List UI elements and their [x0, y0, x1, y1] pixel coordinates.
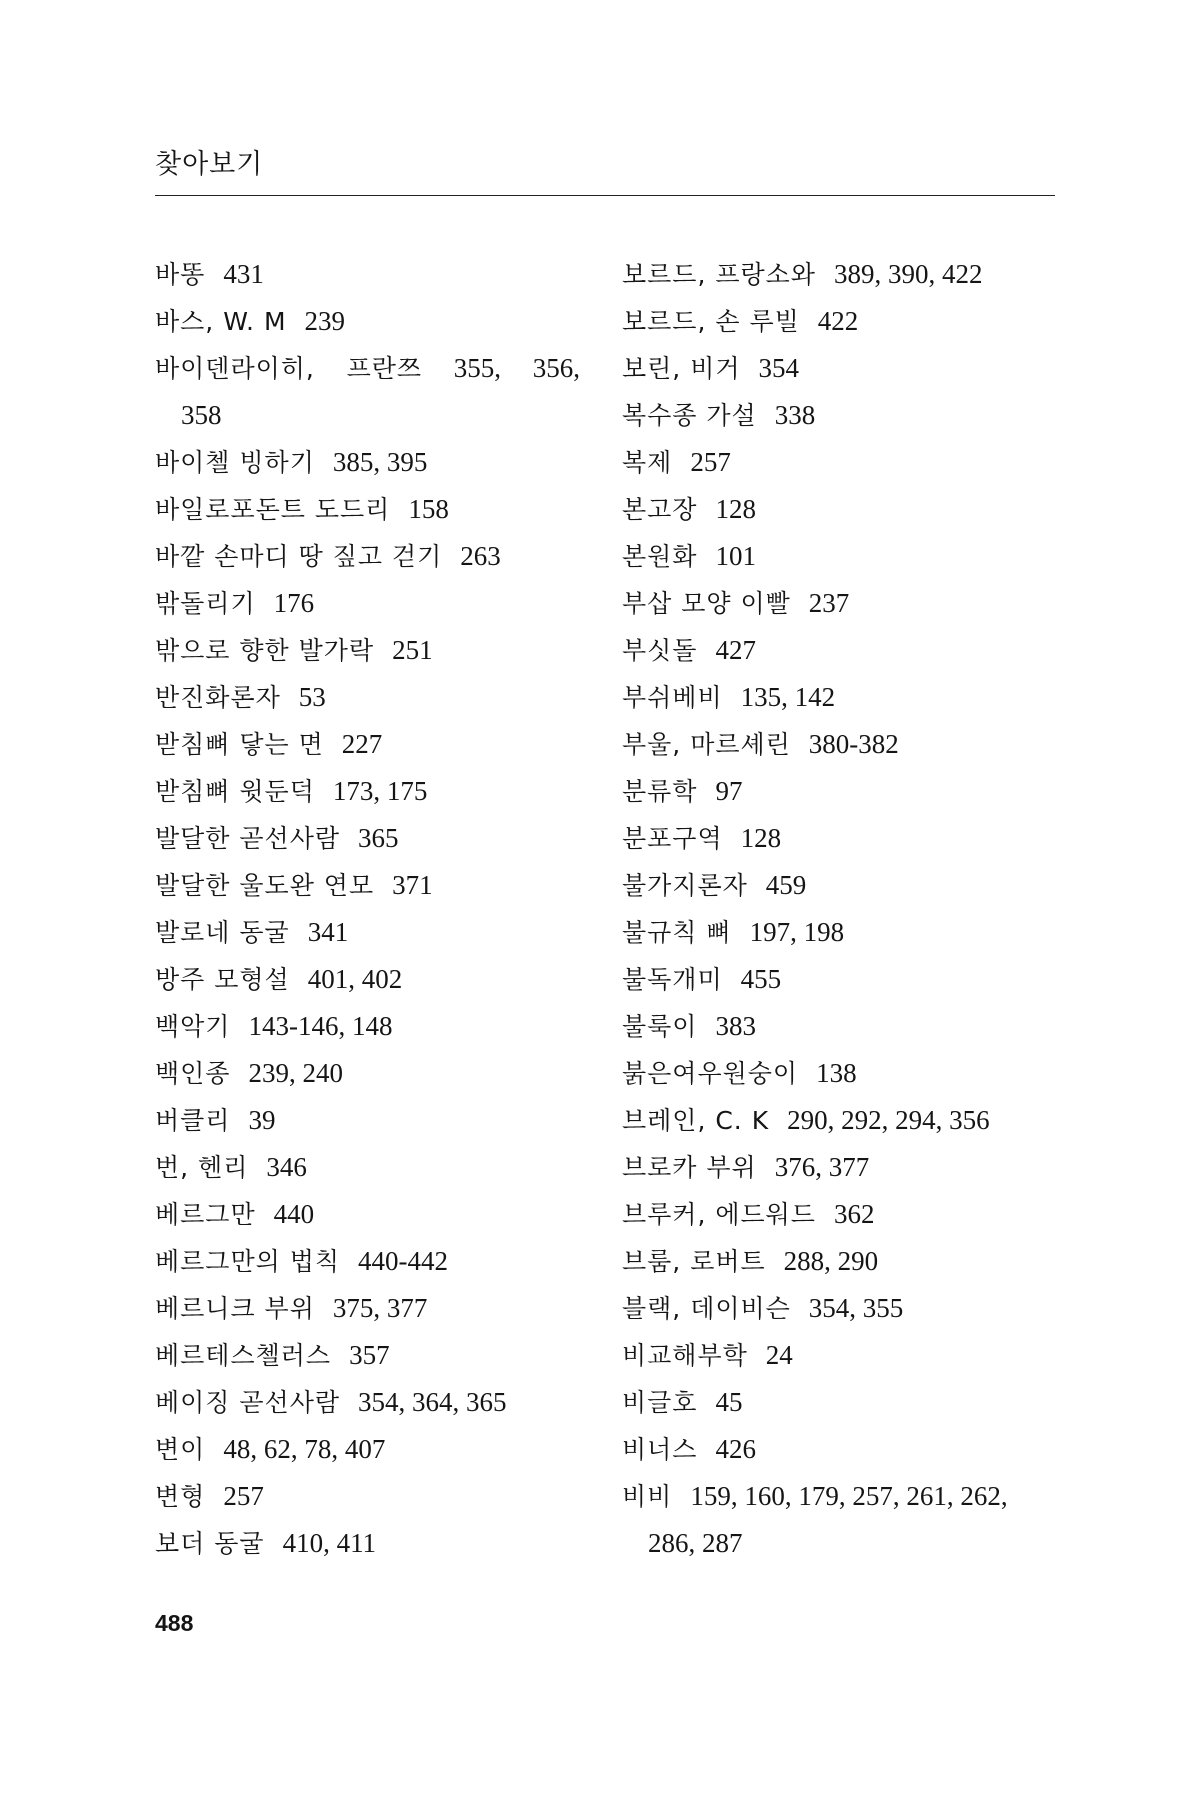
index-entry-pages: 357: [349, 1340, 390, 1370]
index-entry-pages: 158: [408, 494, 449, 524]
index-entry: [622, 721, 1062, 768]
index-entry: [155, 1003, 595, 1050]
header-rule: [155, 195, 1055, 196]
index-entry-pages: 257: [690, 447, 731, 477]
index-entry-term: 변형: [155, 1482, 206, 1511]
index-entry-term: 블랙, 데이비슨: [622, 1294, 791, 1323]
index-entry-pages: 39: [248, 1105, 276, 1135]
index-entry: [622, 1144, 1062, 1191]
index-entry-pages: 138: [816, 1058, 857, 1088]
index-entry-term: 반진화론자: [155, 683, 281, 712]
index-entry: [155, 251, 595, 298]
index-entry-pages: 376, 377: [774, 1152, 870, 1182]
index-entry-term: 불룩이: [622, 1012, 698, 1041]
index-entry-term: 밖돌리기: [155, 589, 256, 618]
index-entry-pages: 24: [765, 1340, 793, 1370]
index-entry-term: 분포구역: [622, 824, 723, 853]
index-entry-term: 부울, 마르셰린: [622, 730, 791, 759]
index-entry-term: 번, 헨리: [155, 1153, 249, 1182]
index-entry-pages: 410, 411: [282, 1528, 377, 1558]
index-entry: [155, 1050, 595, 1097]
index-entry-term: 브루커, 에드워드: [622, 1200, 816, 1229]
index-entry-term: 불규칙 뼈: [622, 918, 732, 947]
index-entry-pages: 101: [715, 541, 756, 571]
index-entry: [155, 721, 595, 768]
index-entry-term: 바깥 손마디 땅 짚고 걷기: [155, 542, 443, 571]
index-entry-pages: 440: [273, 1199, 315, 1229]
index-entry-term: 부싯돌: [622, 636, 698, 665]
index-entry-pages: 455: [740, 964, 782, 994]
index-entry-pages: 356,: [532, 353, 580, 383]
page-number: 488: [155, 1610, 194, 1636]
index-entry-term: 변이: [155, 1435, 206, 1464]
index-entry-pages: 135, 142: [740, 682, 836, 712]
index-entry: [622, 1426, 1062, 1473]
index-entry-pages: 355,: [453, 353, 501, 383]
index-entry-pages: 365: [358, 823, 399, 853]
index-entry: [155, 956, 595, 1003]
index-column-right: [622, 251, 1062, 1567]
index-entry-term: 불독개미: [622, 965, 723, 994]
index-entry-term: 보르드, 손 루빌: [622, 307, 800, 336]
index-entry: [155, 439, 595, 486]
index-entry-term: 보르드, 프랑소와: [622, 260, 816, 289]
index-entry: [155, 1473, 595, 1520]
index-entry-pages: 239: [304, 306, 346, 336]
index-entry: [622, 533, 1062, 580]
index-entry-term: 베르테스첼러스: [155, 1341, 332, 1370]
index-entry: [155, 1144, 595, 1191]
index-entry: [622, 815, 1062, 862]
index-entry: [622, 956, 1062, 1003]
index-entry: [155, 1285, 595, 1332]
index-entry: [622, 627, 1062, 674]
index-entry: [622, 580, 1062, 627]
index-entry-term: 백인종: [155, 1059, 231, 1088]
index-entry-pages: 354, 364, 365: [358, 1387, 507, 1417]
index-entry-pages: 426: [715, 1434, 756, 1464]
index-entry-pages: 257: [223, 1481, 264, 1511]
index-entry: [155, 1097, 595, 1144]
index-entry-pages: 197, 198: [749, 917, 845, 947]
index-entry: [155, 1426, 595, 1473]
index-entry-pages: 362: [833, 1199, 875, 1229]
index-entry-term: 바이덴라이히,: [155, 354, 315, 383]
index-entry: [155, 486, 595, 533]
index-entry-pages: 45: [715, 1387, 743, 1417]
index-entry-pages: 53: [298, 682, 326, 712]
index-entry-pages: 159, 160, 179, 257, 261, 262,: [690, 1481, 1008, 1511]
index-entry-pages: 176: [273, 588, 315, 618]
index-entry-term: 복수종 가설: [622, 401, 757, 430]
index-entry: [622, 909, 1062, 956]
index-entry: [622, 439, 1062, 486]
index-entry: [155, 674, 595, 721]
index-entry-term: 비비: [622, 1482, 673, 1511]
index-entry-pages: 389, 390, 422: [833, 259, 983, 289]
index-entry-term: 분류학: [622, 777, 698, 806]
index-entry-pages: 290, 292, 294, 356: [787, 1105, 990, 1135]
index-entry: [155, 627, 595, 674]
index-entry-term: 백악기: [155, 1012, 231, 1041]
index-entry-term: 부삽 모양 이빨: [622, 589, 791, 618]
index-entry-term: 받침뼈 닿는 면: [155, 730, 324, 759]
index-entry-pages: 239, 240: [248, 1058, 343, 1088]
index-entry: [622, 1097, 1062, 1144]
index-entry-term: 비너스: [622, 1435, 698, 1464]
index-entry: [155, 392, 595, 439]
index-entry-term: 발달한 곧선사람: [155, 824, 340, 853]
index-entry-pages: 380-382: [808, 729, 899, 759]
index-entry: [155, 298, 595, 345]
index-entry-term: 보더 동굴: [155, 1529, 265, 1558]
index-entry-term: 브룸, 로버트: [622, 1247, 766, 1276]
index-column-left: [155, 251, 595, 1567]
index-entry: [155, 815, 595, 862]
running-header-title: 찾아보기: [155, 149, 264, 180]
index-entry: [622, 862, 1062, 909]
index-entry-term: 본고장: [622, 495, 698, 524]
index-entry-term: 보린, 비거: [622, 354, 741, 383]
index-entry: [622, 486, 1062, 533]
index-entry: [622, 1191, 1062, 1238]
index-entry: [155, 1332, 595, 1379]
index-entry-term: 베이징 곧선사람: [155, 1388, 340, 1417]
index-entry-pages: 128: [715, 494, 756, 524]
index-entry: [622, 392, 1062, 439]
index-entry: [155, 1379, 595, 1426]
index-entry-term: 베르그만의 법칙: [155, 1247, 340, 1276]
index-entry-pages: 97: [715, 776, 743, 806]
index-entry: [622, 345, 1062, 392]
index-entry: [622, 1379, 1062, 1426]
index-entry-pages: 128: [740, 823, 782, 853]
index-entry: [155, 580, 595, 627]
index-entry-pages: 237: [808, 588, 850, 618]
index-entry-pages: 383: [715, 1011, 756, 1041]
index-entry-term: 부쉬베비: [622, 683, 723, 712]
index-entry: [155, 1191, 595, 1238]
index-entry-pages: 338: [774, 400, 816, 430]
index-entry: [622, 251, 1062, 298]
index-entry-term: 불가지론자: [622, 871, 748, 900]
index-entry-term: 베르니크 부위: [155, 1294, 315, 1323]
index-entry-pages: 422: [817, 306, 859, 336]
index-entry-pages: 427: [715, 635, 756, 665]
index-entry: [622, 1003, 1062, 1050]
index-entry: [622, 768, 1062, 815]
index-entry: [622, 1050, 1062, 1097]
index-entry-pages: 375, 377: [332, 1293, 428, 1323]
index-entry-pages: 358: [181, 400, 222, 430]
index-entry-pages: 263: [460, 541, 501, 571]
index-entry-term: 비글호: [622, 1388, 698, 1417]
index-entry: [155, 533, 595, 580]
index-entry-pages: 431: [223, 259, 264, 289]
index-entry-term: 받침뼈 윗둔덕: [155, 777, 315, 806]
index-entry-term: 비교해부학: [622, 1341, 748, 1370]
index-entry-pages: 251: [392, 635, 433, 665]
index-entry-pages: 371: [392, 870, 433, 900]
index-entry-pages: 385, 395: [332, 447, 428, 477]
index-entry-pages: 173, 175: [332, 776, 428, 806]
index-entry-term: 바스, W. M: [155, 307, 287, 336]
index-entry-term: 발로네 동굴: [155, 918, 290, 947]
index-entry-pages: 288, 290: [783, 1246, 879, 1276]
index-entry-term: 브로카 부위: [622, 1153, 757, 1182]
index-entry-pages: 227: [341, 729, 383, 759]
index-entry-pages: 286, 287: [648, 1528, 743, 1558]
index-entry-pages: 341: [307, 917, 349, 947]
index-entry: [155, 345, 580, 392]
index-entry-term: 프란쯔: [346, 354, 423, 383]
index-entry: [155, 768, 595, 815]
index-entry-term: 바이첼 빙하기: [155, 448, 315, 477]
index-entry: [622, 1520, 1062, 1567]
index-entry-term: 바똥: [155, 260, 206, 289]
index-entry: [155, 909, 595, 956]
index-entry-term: 복제: [622, 448, 673, 477]
index-entry-term: 브레인, C. K: [622, 1106, 770, 1135]
index-entry-term: 발달한 울도완 연모: [155, 871, 375, 900]
index-entry: [622, 1332, 1062, 1379]
index-entry: [155, 1520, 595, 1567]
index-entry-term: 본원화: [622, 542, 698, 571]
page-header: [155, 145, 1055, 196]
index-entry-term: 바일로포돈트 도드리: [155, 495, 391, 524]
index-entry-pages: 459: [765, 870, 807, 900]
index-entry: [622, 1473, 1062, 1520]
index-entry: [155, 862, 595, 909]
index-entry-pages: 143-146, 148: [248, 1011, 393, 1041]
index-entry-term: 붉은여우원숭이: [622, 1059, 799, 1088]
index-entry: [155, 1238, 595, 1285]
index-entry-pages: 440-442: [358, 1246, 448, 1276]
index-entry: [622, 1238, 1062, 1285]
index-entry-term: 버클리: [155, 1106, 231, 1135]
index-entry-pages: 354, 355: [808, 1293, 904, 1323]
index-entry-pages: 401, 402: [307, 964, 403, 994]
index-entry-pages: 354: [758, 353, 799, 383]
index-entry: [622, 298, 1062, 345]
index-entry-pages: 48, 62, 78, 407: [223, 1434, 386, 1464]
index-entry: [622, 1285, 1062, 1332]
index-entry-term: 방주 모형설: [155, 965, 290, 994]
index-entry-pages: 346: [266, 1152, 307, 1182]
index-entry-term: 베르그만: [155, 1200, 256, 1229]
index-entry-term: 밖으로 향한 발가락: [155, 636, 375, 665]
index-entry: [622, 674, 1062, 721]
